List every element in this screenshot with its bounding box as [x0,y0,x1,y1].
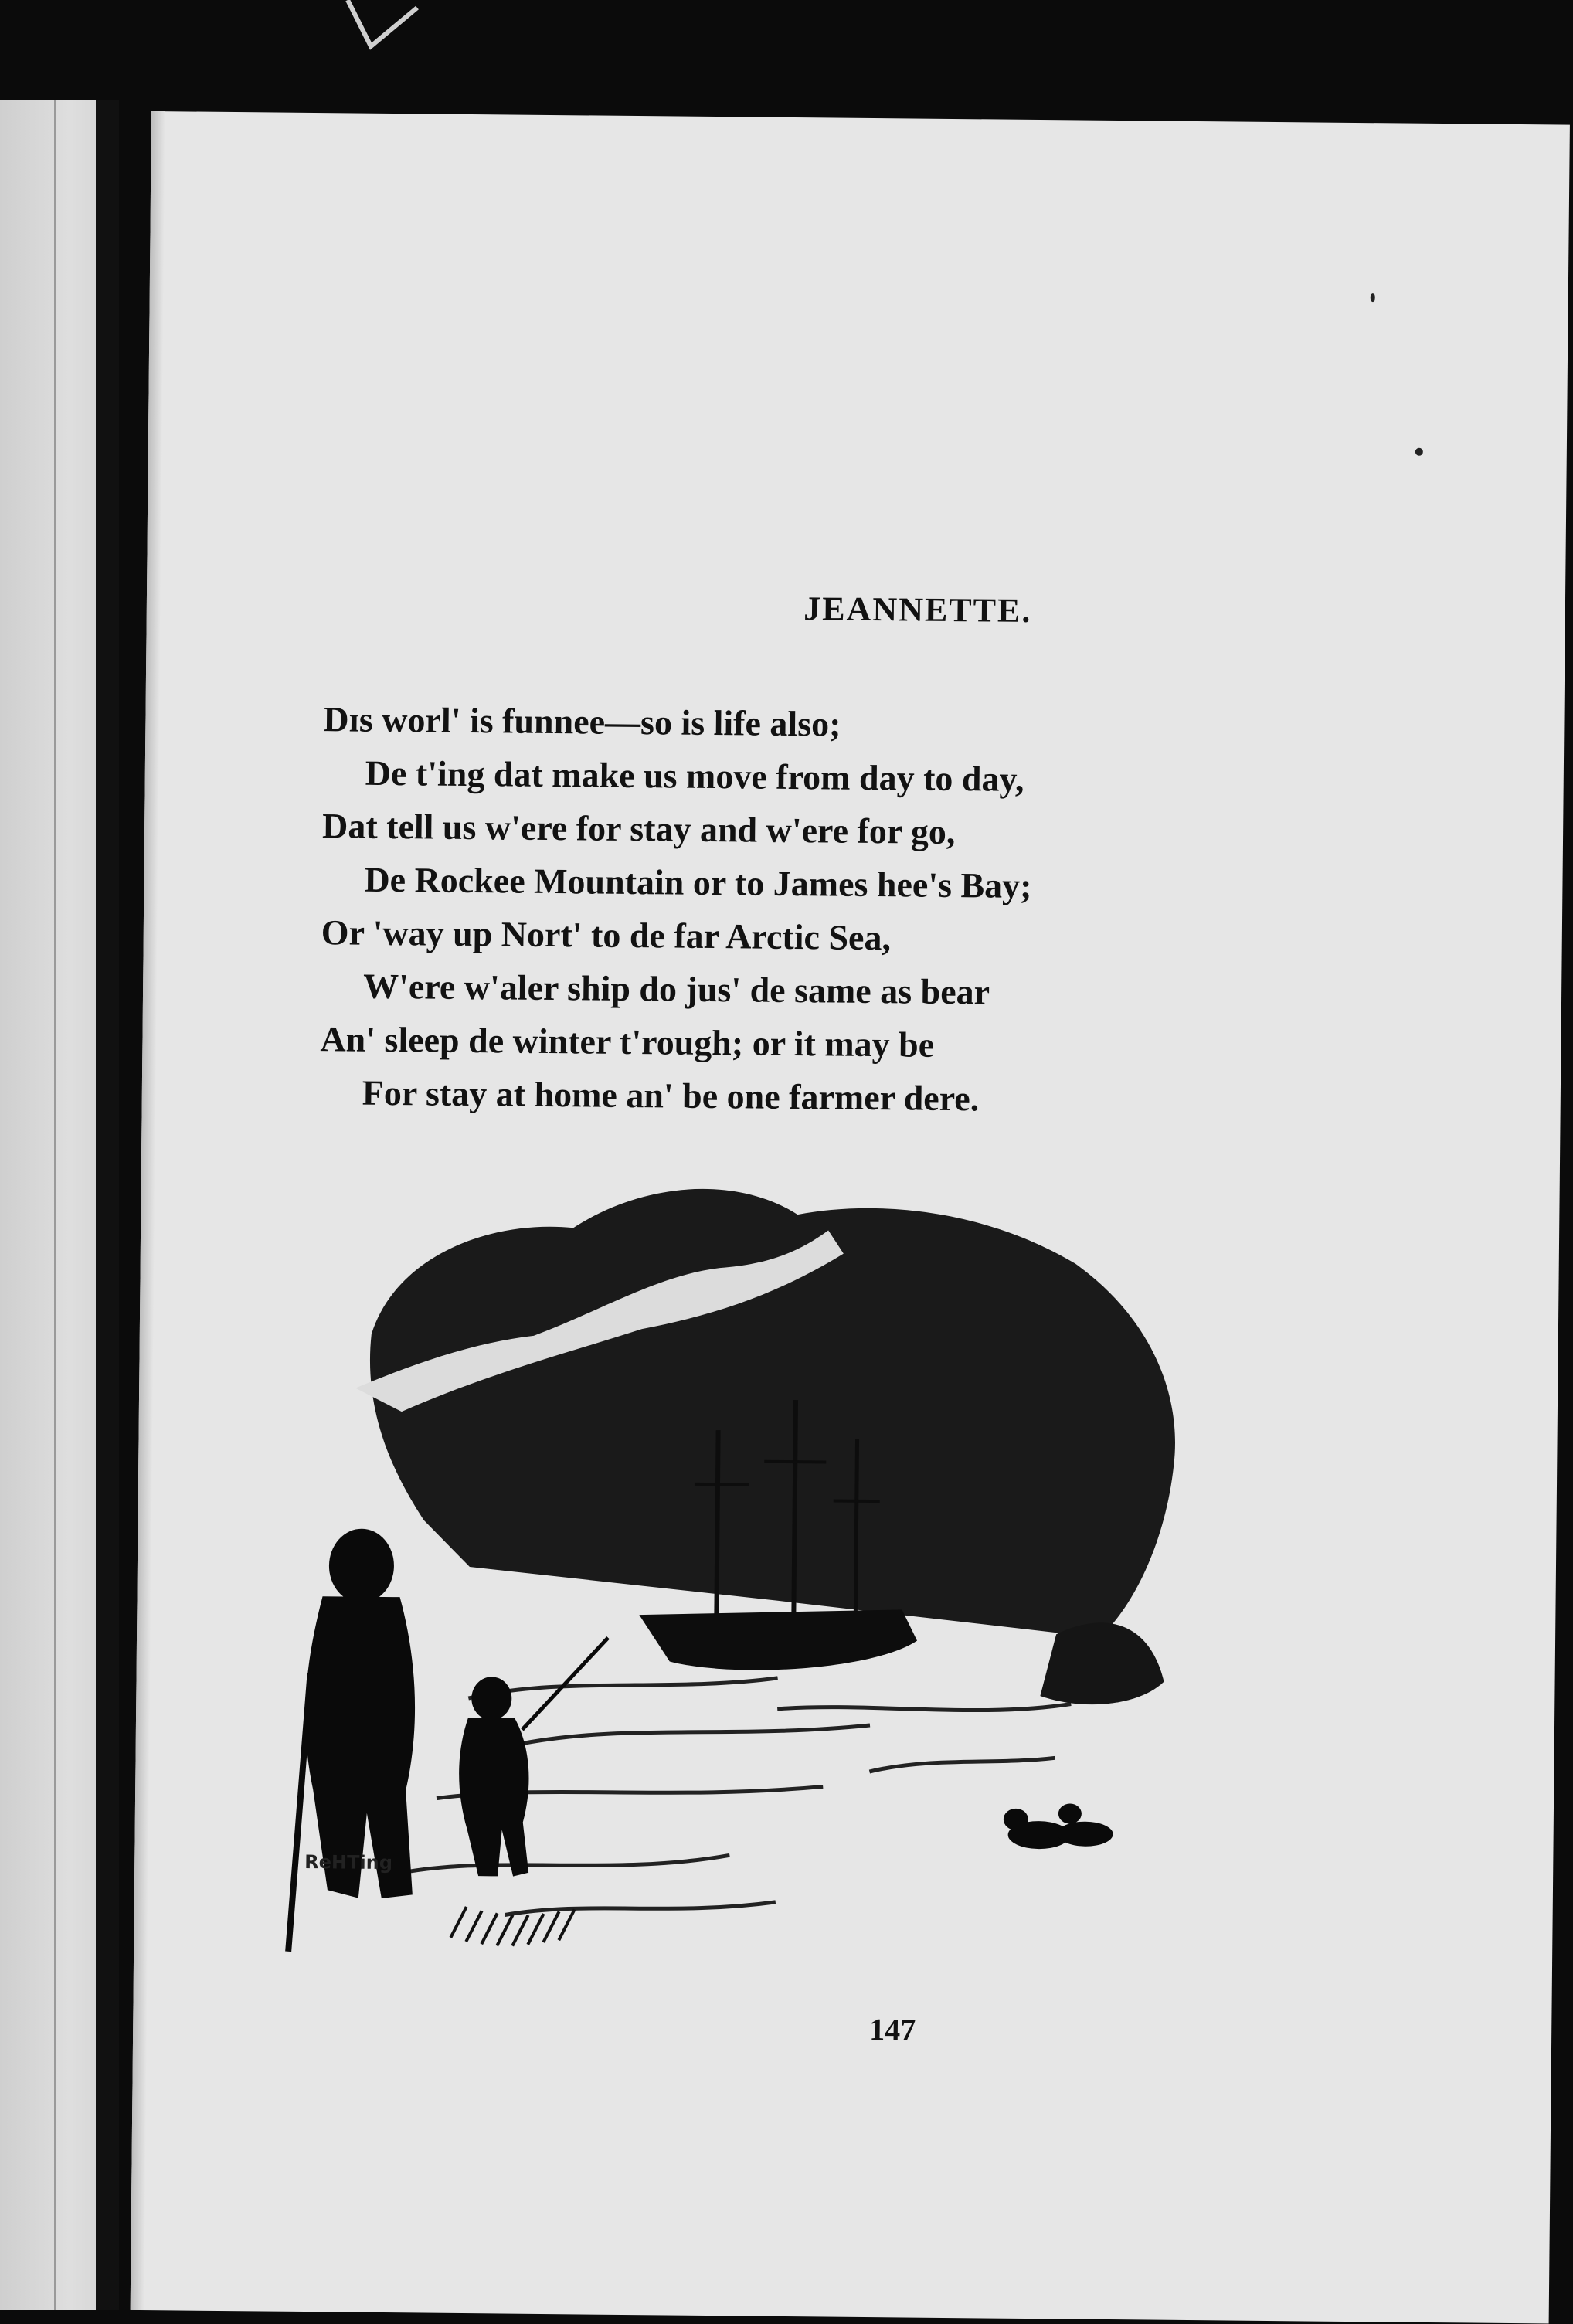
book-page [131,111,1570,2323]
poem-line: For stay at home an' be one farmer dere. [362,1072,980,1119]
page-number: 147 [868,2012,916,2047]
page-gutter-shadow [131,111,165,2310]
poem-line: Or 'way up Nort' to de far Arctic Sea, [321,912,892,958]
page-fold-line [54,100,56,2310]
seals [1003,1803,1113,1850]
arctic-ship-illustration [234,1132,1246,1968]
illustrator-signature: ReHTing [304,1851,393,1874]
scan-mark [340,0,433,62]
poem-line: Dɪs worl' is funnee—so is life also; [323,699,841,744]
child-figure [458,1677,531,1877]
ink-speck [1415,448,1423,456]
explorer-figure [304,1528,416,1898]
page-binding-edge [96,100,119,2310]
poem-line: An' sleep de winter t'rough; or it may be [320,1019,935,1065]
poem-title: JEANNETTE. [803,589,1032,630]
poem-line: W'ere w'aler ship do jus' de same as bear [362,966,990,1012]
ship-hull [639,1607,918,1671]
poem-line: Dat tell us w'ere for stay and w'ere for go, [321,806,956,852]
ink-speck [1371,293,1375,302]
poem-stanza [319,692,1405,1129]
left-facing-page [0,100,116,2310]
poem-line: De t'ing dat make us move from day to day, [365,753,1024,799]
dark-sky [368,1186,1177,1636]
walking-staff [288,1673,310,1952]
poem-line: De Rockee Mountain or to James hee's Bay; [364,859,1032,905]
ice-rocks [1040,1622,1164,1705]
